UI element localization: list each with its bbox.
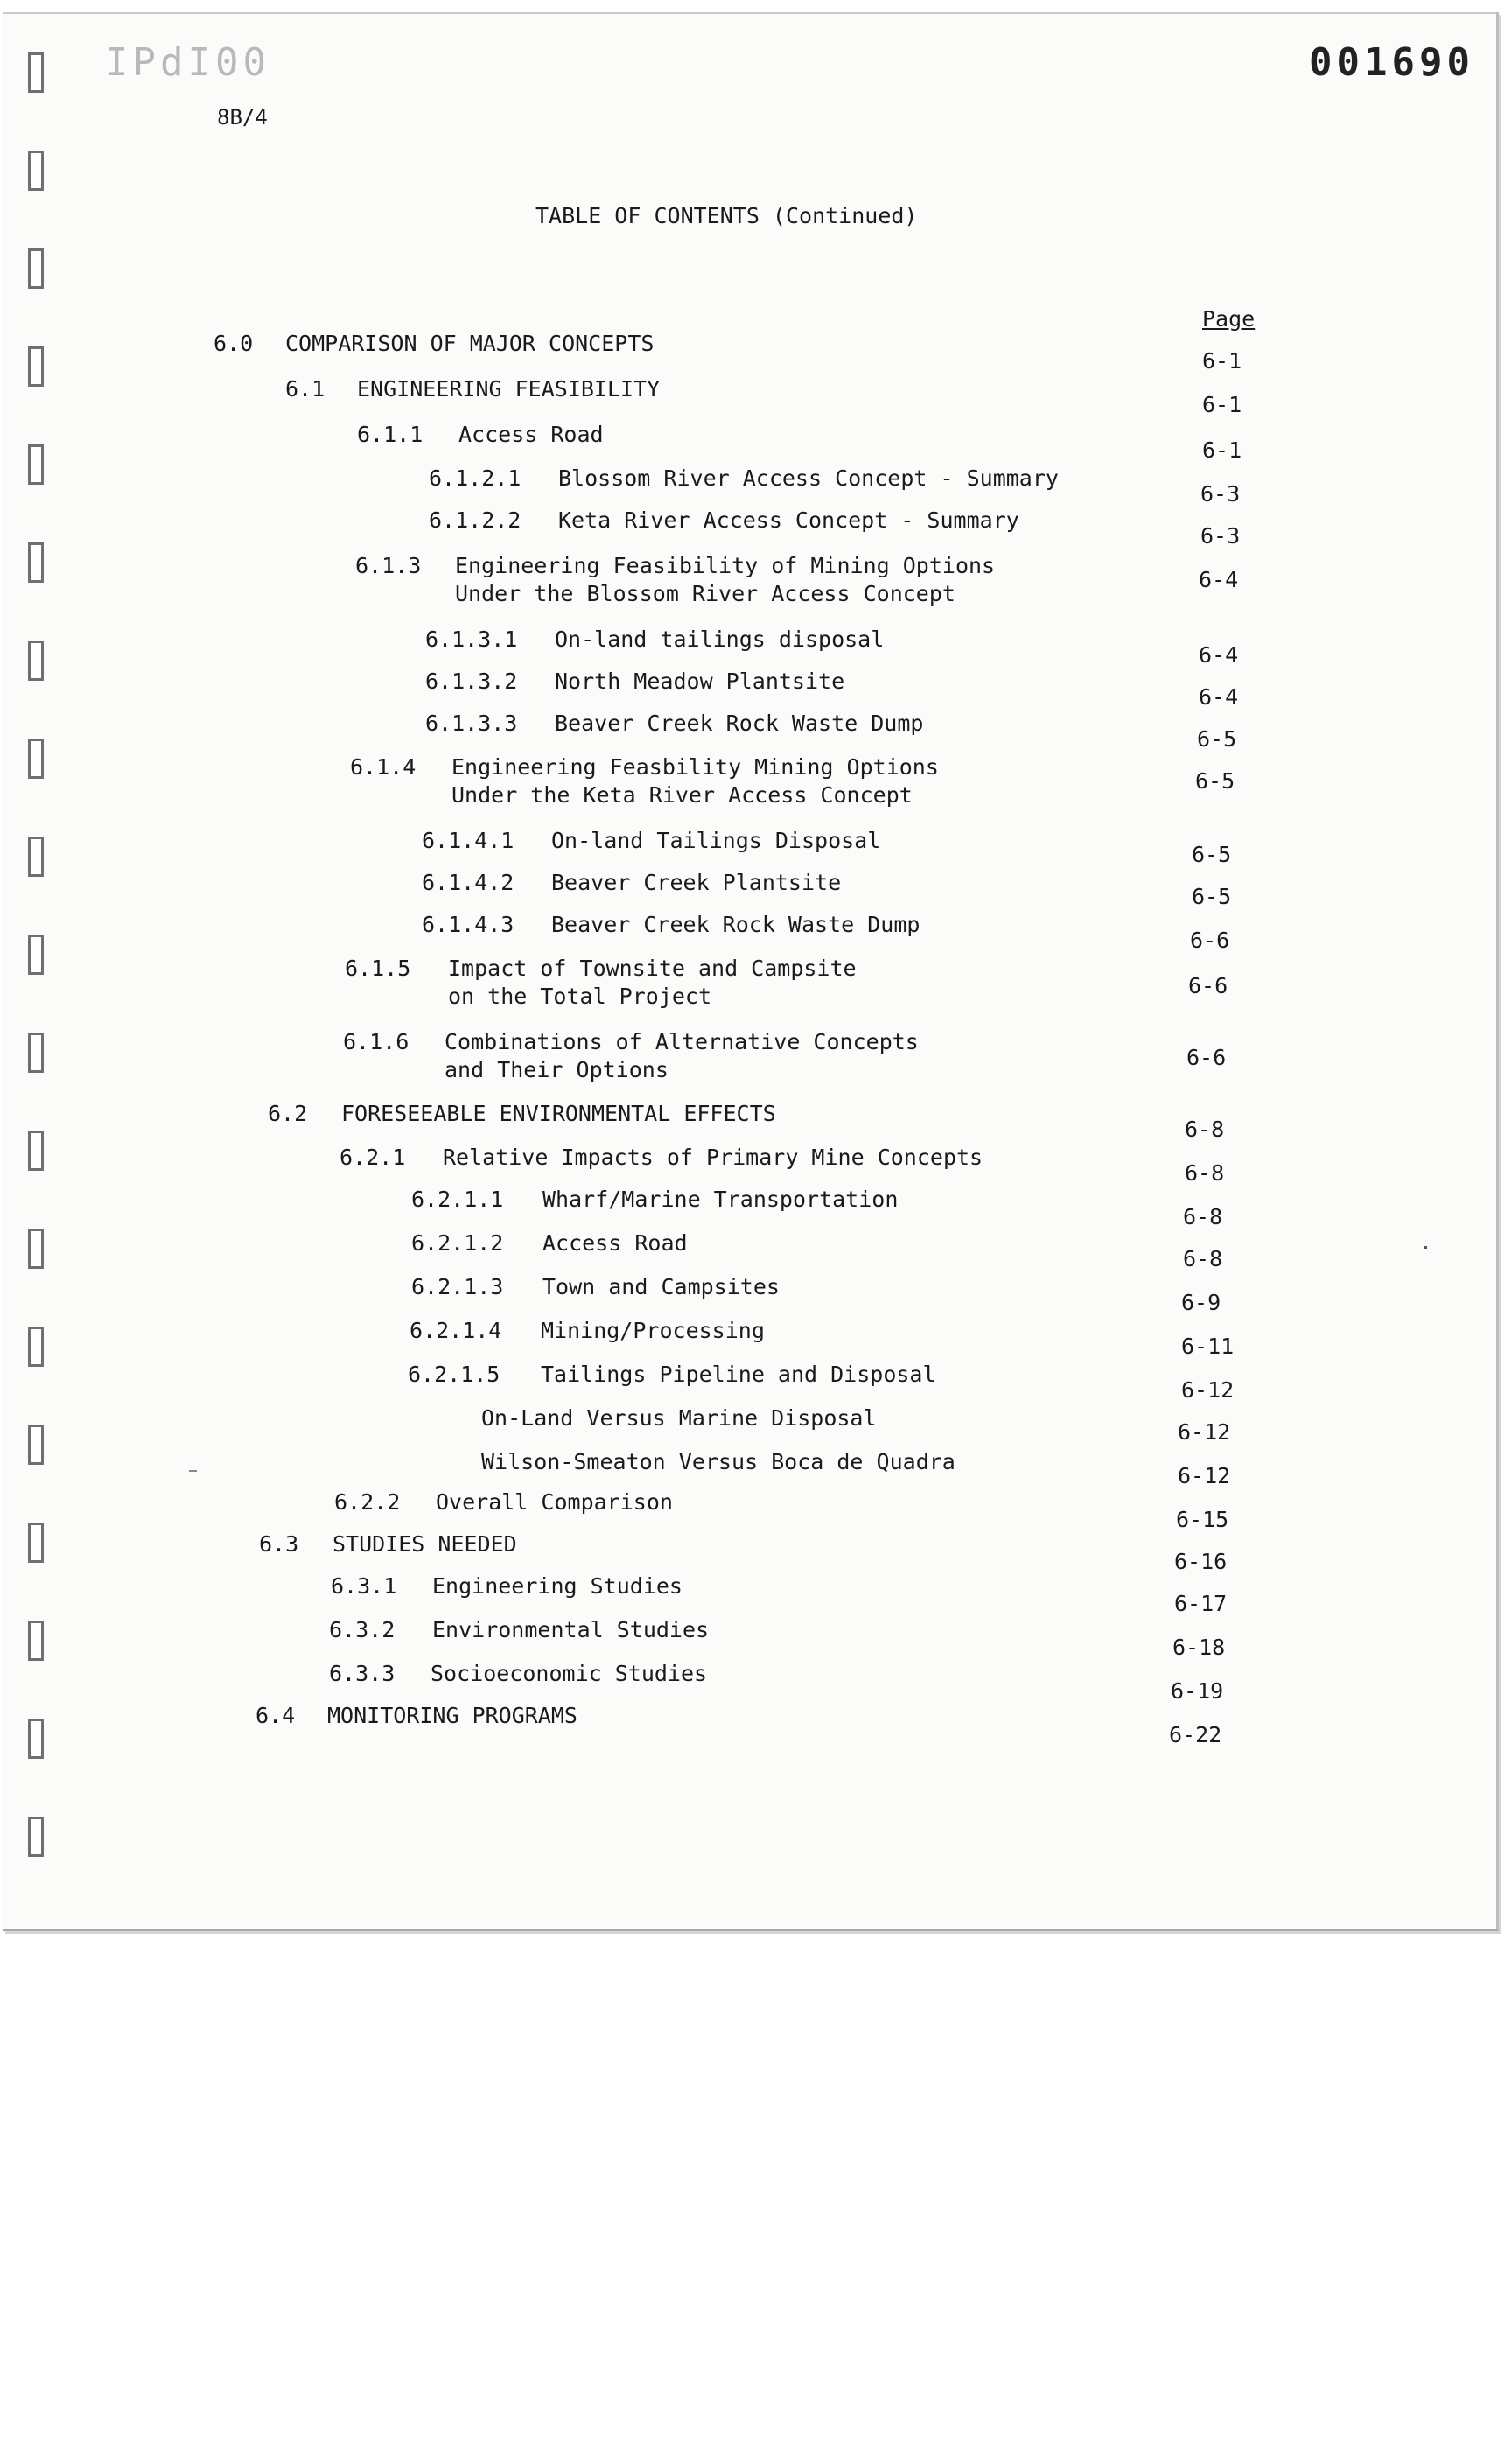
toc-page-number: 6-18	[1172, 1634, 1226, 1660]
toc-page-number: 6-8	[1183, 1246, 1223, 1271]
toc-section-number: 6.1.3	[355, 553, 422, 578]
binder-hole	[28, 836, 44, 877]
toc-page-number: 6-8	[1185, 1116, 1225, 1142]
binder-hole	[28, 1718, 44, 1759]
toc-page-number: 6-8	[1185, 1160, 1225, 1186]
toc-section-title: Mining/Processing	[541, 1318, 765, 1343]
toc-section-number: 6.1.4.1	[422, 828, 514, 853]
toc-section-title: Wharf/Marine Transportation	[542, 1186, 899, 1212]
binder-hole	[28, 346, 44, 387]
toc-section-title-continued: Under the Blossom River Access Concept	[455, 581, 956, 606]
page-top-edge	[4, 12, 1496, 14]
toc-section-number: 6.1.5	[345, 956, 411, 981]
toc-section-title: Engineering Studies	[432, 1573, 682, 1599]
toc-page-number: 6-5	[1197, 726, 1237, 752]
toc-page-number: 6-4	[1199, 642, 1239, 668]
toc-page-number: 6-22	[1169, 1722, 1222, 1747]
toc-section-number: 6.4	[256, 1703, 296, 1728]
toc-section-title: Overall Comparison	[436, 1489, 673, 1515]
faint-stamp: IPdI00	[105, 40, 270, 85]
toc-section-number: 6.1.4.2	[422, 870, 514, 895]
toc-page-number: 6-12	[1178, 1419, 1231, 1445]
toc-section-number: 6.3.3	[329, 1661, 396, 1686]
toc-page-number: 6-4	[1199, 684, 1239, 710]
toc-section-number: 6.2.1.2	[411, 1230, 504, 1256]
toc-page-number: 6-6	[1190, 928, 1230, 953]
page-column-header: Page	[1202, 306, 1256, 332]
toc-section-title: On-land Tailings Disposal	[551, 828, 881, 853]
toc-section-title: Socioeconomic Studies	[430, 1661, 708, 1686]
binder-hole	[28, 738, 44, 779]
toc-page-number: 6-12	[1181, 1377, 1235, 1403]
toc-section-title: Access Road	[458, 422, 604, 447]
binder-hole	[28, 150, 44, 191]
toc-section-number: 6.1.3.1	[425, 626, 518, 652]
toc-page-number: 6-1	[1202, 392, 1242, 417]
scan-mark	[189, 1470, 197, 1472]
binder-hole	[28, 1522, 44, 1563]
binder-hole	[28, 934, 44, 975]
toc-section-title: Relative Impacts of Primary Mine Concepts	[443, 1144, 984, 1170]
toc-page-number: 6-1	[1202, 438, 1242, 463]
toc-section-title: MONITORING PROGRAMS	[327, 1703, 578, 1728]
binder-hole	[28, 1326, 44, 1367]
toc-section-number: 6.1	[285, 376, 326, 402]
binder-hole	[28, 1620, 44, 1661]
toc-section-title-continued: and Their Options	[444, 1057, 668, 1082]
toc-section-number: 6.2.1.5	[408, 1362, 500, 1387]
toc-section-number: 6.1.6	[343, 1029, 410, 1054]
toc-section-number: 6.2	[268, 1101, 308, 1126]
binder-hole	[28, 1130, 44, 1171]
toc-page-number: 6-5	[1192, 884, 1232, 909]
toc-section-number: 6.2.2	[334, 1489, 401, 1515]
toc-section-number: 6.1.2.2	[429, 508, 522, 533]
toc-section-number: 6.1.2.1	[429, 466, 522, 491]
toc-section-title: Blossom River Access Concept - Summary	[558, 466, 1059, 491]
toc-section-title: Beaver Creek Rock Waste Dump	[551, 912, 920, 937]
toc-section-title: FORESEEABLE ENVIRONMENTAL EFFECTS	[341, 1101, 776, 1126]
toc-section-number: 6.2.1.3	[411, 1274, 504, 1299]
binder-hole	[28, 640, 44, 681]
toc-page-number: 6-8	[1183, 1204, 1223, 1229]
toc-page-number: 6-16	[1174, 1549, 1228, 1574]
toc-section-number: 6.1.1	[357, 422, 424, 447]
toc-page-number: 6-1	[1202, 348, 1242, 374]
toc-section-title: Town and Campsites	[542, 1274, 780, 1299]
toc-section-title: ENGINEERING FEASIBILITY	[357, 376, 661, 402]
toc-page-number: 6-6	[1186, 1045, 1227, 1070]
toc-section-title: Wilson-Smeaton Versus Boca de Quadra	[481, 1449, 956, 1474]
toc-section-number: 6.1.4.3	[422, 912, 514, 937]
toc-section-title: Engineering Feasbility Mining Options	[452, 754, 939, 780]
toc-section-number: 6.2.1.1	[411, 1186, 504, 1212]
document-code: 8B/4	[217, 105, 268, 130]
binder-hole	[28, 1816, 44, 1857]
toc-section-title: Engineering Feasibility of Mining Options	[455, 553, 996, 578]
toc-section-title: Tailings Pipeline and Disposal	[541, 1362, 936, 1387]
toc-section-title: STUDIES NEEDED	[332, 1531, 517, 1557]
toc-section-number: 6.3	[259, 1531, 299, 1557]
toc-page-number: 6-9	[1181, 1290, 1222, 1315]
toc-section-number: 6.3.2	[329, 1617, 396, 1642]
toc-section-title: North Meadow Plantsite	[555, 668, 845, 694]
toc-page-number: 6-5	[1195, 768, 1236, 794]
toc-page-number: 6-5	[1192, 842, 1232, 867]
toc-section-number: 6.1.4	[350, 754, 416, 780]
toc-page-number: 6-4	[1199, 567, 1239, 592]
binder-hole	[28, 1228, 44, 1269]
toc-section-title: Access Road	[542, 1230, 688, 1256]
scan-speck	[1424, 1246, 1427, 1249]
page-title: TABLE OF CONTENTS (Continued)	[536, 203, 918, 228]
document-number-stamp: 001690	[1309, 40, 1474, 85]
toc-page-number: 6-17	[1174, 1591, 1228, 1616]
toc-section-number: 6.1.3.2	[425, 668, 518, 694]
toc-section-number: 6.1.3.3	[425, 710, 518, 736]
toc-page-number: 6-3	[1200, 481, 1241, 507]
toc-section-title: Environmental Studies	[432, 1617, 710, 1642]
toc-section-number: 6.3.1	[331, 1573, 397, 1599]
binder-hole	[28, 444, 44, 485]
toc-page-number: 6-11	[1181, 1334, 1235, 1359]
toc-page-number: 6-3	[1200, 523, 1241, 549]
toc-section-title: Combinations of Alternative Concepts	[444, 1029, 919, 1054]
binder-hole	[28, 1032, 44, 1073]
toc-section-title: COMPARISON OF MAJOR CONCEPTS	[285, 331, 654, 356]
binder-hole	[28, 248, 44, 289]
toc-page-number: 6-15	[1176, 1507, 1229, 1532]
toc-section-title: On-land tailings disposal	[555, 626, 885, 652]
toc-section-title: On-Land Versus Marine Disposal	[481, 1405, 877, 1431]
binder-hole	[28, 542, 44, 583]
toc-page-number: 6-12	[1178, 1463, 1231, 1488]
toc-section-title-continued: Under the Keta River Access Concept	[452, 782, 913, 808]
toc-page-number: 6-6	[1188, 973, 1228, 998]
toc-section-number: 6.2.1	[340, 1144, 406, 1170]
toc-section-number: 6.2.1.4	[410, 1318, 502, 1343]
toc-section-title: Beaver Creek Rock Waste Dump	[555, 710, 924, 736]
toc-section-title: Impact of Townsite and Campsite	[448, 956, 857, 981]
binder-hole	[28, 1424, 44, 1465]
toc-section-title: Keta River Access Concept - Summary	[558, 508, 1019, 533]
binder-hole	[28, 52, 44, 93]
toc-section-number: 6.0	[214, 331, 254, 356]
toc-page-number: 6-19	[1171, 1678, 1224, 1704]
toc-section-title-continued: on the Total Project	[448, 984, 712, 1009]
toc-section-title: Beaver Creek Plantsite	[551, 870, 842, 895]
